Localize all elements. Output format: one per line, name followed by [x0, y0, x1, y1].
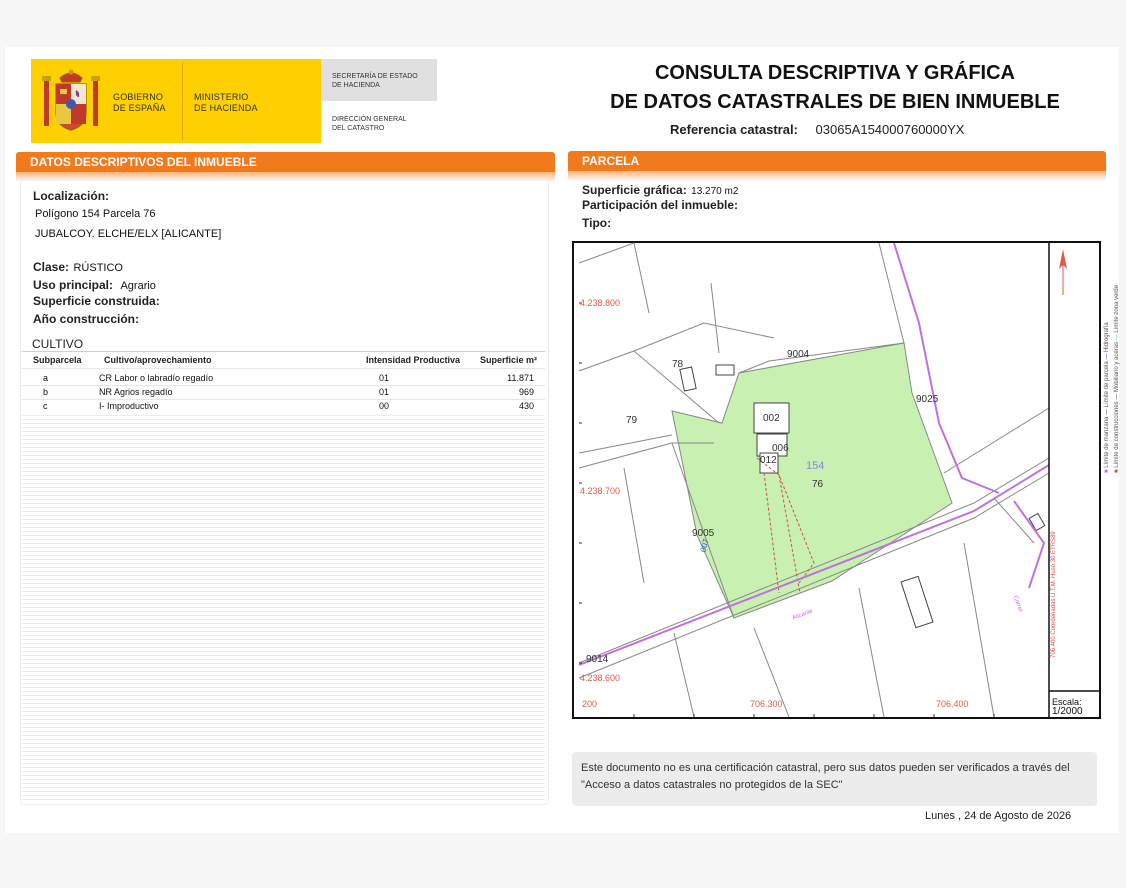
superficie-grafica-value: 13.270 m2	[691, 186, 739, 197]
table-top-rule	[22, 351, 545, 352]
table-header-cultivo: Cultivo/aprovechamiento	[104, 355, 212, 365]
road-label: Carrer	[1011, 594, 1024, 614]
table-cell: 00	[379, 401, 390, 411]
superficie-grafica-label: Superficie gráfica:	[582, 183, 687, 197]
parcel-label: 9014	[586, 654, 609, 665]
table-header-rule	[22, 368, 545, 369]
section-bar-parcela: PARCELA	[568, 151, 1106, 171]
uso-value: Agrario	[120, 280, 156, 292]
clase-row	[33, 258, 123, 276]
logo-gobierno-text: GOBIERNO DE ESPAÑA	[113, 92, 166, 113]
parcel-label: 9005	[692, 528, 715, 539]
table-cell: 11.871	[507, 373, 534, 383]
scale-label: Escala:	[1052, 697, 1082, 707]
building-label: 012	[760, 455, 777, 466]
table-cell: c	[43, 401, 48, 411]
superficie-construida-label: Superficie construida:	[33, 294, 160, 308]
table-cell: a	[43, 373, 49, 383]
localizacion-line1: Polígono 154 Parcela 76	[35, 208, 156, 220]
reference-label: Referencia catastral:	[670, 122, 798, 137]
coord-label: 4.238.600	[580, 673, 621, 683]
table-header-intensidad: Intensidad Productiva	[366, 355, 461, 365]
legend-item: Límite de construcciones	[1114, 401, 1120, 468]
map-drawing	[574, 243, 1099, 717]
superficie-grafica-row	[582, 181, 738, 199]
cadastral-map[interactable]	[572, 241, 1120, 719]
hydro-label: 007	[698, 537, 711, 554]
footer-date: Lunes , 24 de Agosto de 2026	[925, 810, 1072, 822]
building-label: 006	[772, 443, 789, 454]
section-bar-datos: DATOS DESCRIPTIVOS DEL INMUEBLE	[16, 152, 555, 172]
road-label: Alicante	[791, 608, 814, 622]
localizacion-label: Localización:	[33, 189, 110, 203]
parcel-label: 9025	[916, 394, 939, 405]
logo-divider	[182, 62, 183, 140]
coord-label: 4.238.800	[580, 298, 621, 308]
tipo-label: Tipo:	[582, 216, 612, 230]
table-cell: 01	[379, 373, 390, 383]
logo-ministerio-text: MINISTERIO DE HACIENDA	[194, 92, 258, 113]
table-cell: b	[43, 387, 49, 397]
coord-label: 706.400	[936, 699, 969, 709]
table-cell: 430	[518, 401, 534, 411]
table-row-rule	[22, 385, 545, 386]
table-header-subparcela: Subparcela	[33, 355, 82, 365]
reference-row	[670, 122, 964, 137]
logo-direccion-text: DIRECCIÓN GENERAL DEL CATASTRO	[332, 116, 407, 132]
clase-value: RÚSTICO	[73, 262, 123, 274]
table-row-rule	[22, 399, 545, 400]
legend-col2: ■ Límite de construcciones — Mobiliario y aceras — Límite zona verde	[1114, 284, 1120, 473]
document-title-line1: CONSULTA DESCRIPTIVA Y GRÁFICA	[654, 62, 1016, 84]
table-header-superficie: Superficie m²	[480, 355, 538, 365]
disclaimer-text: Este documento no es una certificación catastral, pero sus datos pueden ser verificados a través del "Acceso a datos catastrales no protegidos de la SEC"	[581, 762, 1070, 791]
logo-secretaria-text: SECRETARÍA DE ESTADO DE HACIENDA	[332, 73, 418, 89]
localizacion-line2: JUBALCOY. ELCHE/ELX [ALICANTE]	[35, 228, 222, 240]
section-bar-shadow	[568, 171, 1106, 181]
table-empty-rows	[22, 412, 545, 800]
coord-label: 200	[582, 699, 598, 709]
coord-label: 4.238.700	[580, 486, 621, 496]
uso-label: Uso principal:	[33, 278, 114, 292]
document-title-line2: DE DATOS CATASTRALES DE BIEN INMUEBLE	[610, 91, 1060, 113]
reference-value: 03065A154000760000YX	[815, 122, 965, 137]
table-cell: I- Improductivo	[99, 401, 159, 411]
parcel-label: 78	[672, 359, 684, 370]
legend-item: Hidrografía	[1104, 322, 1110, 352]
coat-of-arms-icon	[40, 68, 102, 134]
legend-col1: ■ Límite de manzana — Límite de parcela — Hidrografía	[1104, 322, 1110, 473]
legend-item: Límite zona verde	[1114, 284, 1120, 333]
parcel-label: 9004	[787, 349, 810, 360]
parcel-label: 76	[812, 479, 824, 490]
table-cell: NR Agrios regadío	[99, 387, 173, 397]
legend-item: Límite de parcela	[1104, 361, 1110, 408]
coords-note: 706.400 Coordenadas U.T.M. Huso 30 ETRS89	[1051, 531, 1057, 658]
uso-row	[33, 276, 156, 294]
legend-item: Límite de manzana	[1104, 416, 1110, 468]
cultivo-title: CULTIVO	[32, 337, 84, 351]
clase-label: Clase:	[33, 260, 70, 274]
participacion-label: Participación del inmueble:	[582, 198, 739, 212]
polygon-label: 154	[806, 460, 825, 472]
table-cell: CR Labor o labradío regadío	[99, 373, 214, 383]
north-arrow-icon	[1056, 249, 1070, 297]
coord-label: 706.300	[750, 699, 783, 709]
scale-value: 1/2000	[1052, 706, 1083, 717]
table-cell: 969	[518, 387, 534, 397]
parcel-label: 79	[626, 415, 638, 426]
anio-construccion-label: Año construcción:	[33, 312, 140, 326]
building-label: 002	[763, 413, 780, 424]
legend-item: Mobiliario y aceras	[1114, 341, 1120, 392]
table-cell: 01	[379, 387, 390, 397]
